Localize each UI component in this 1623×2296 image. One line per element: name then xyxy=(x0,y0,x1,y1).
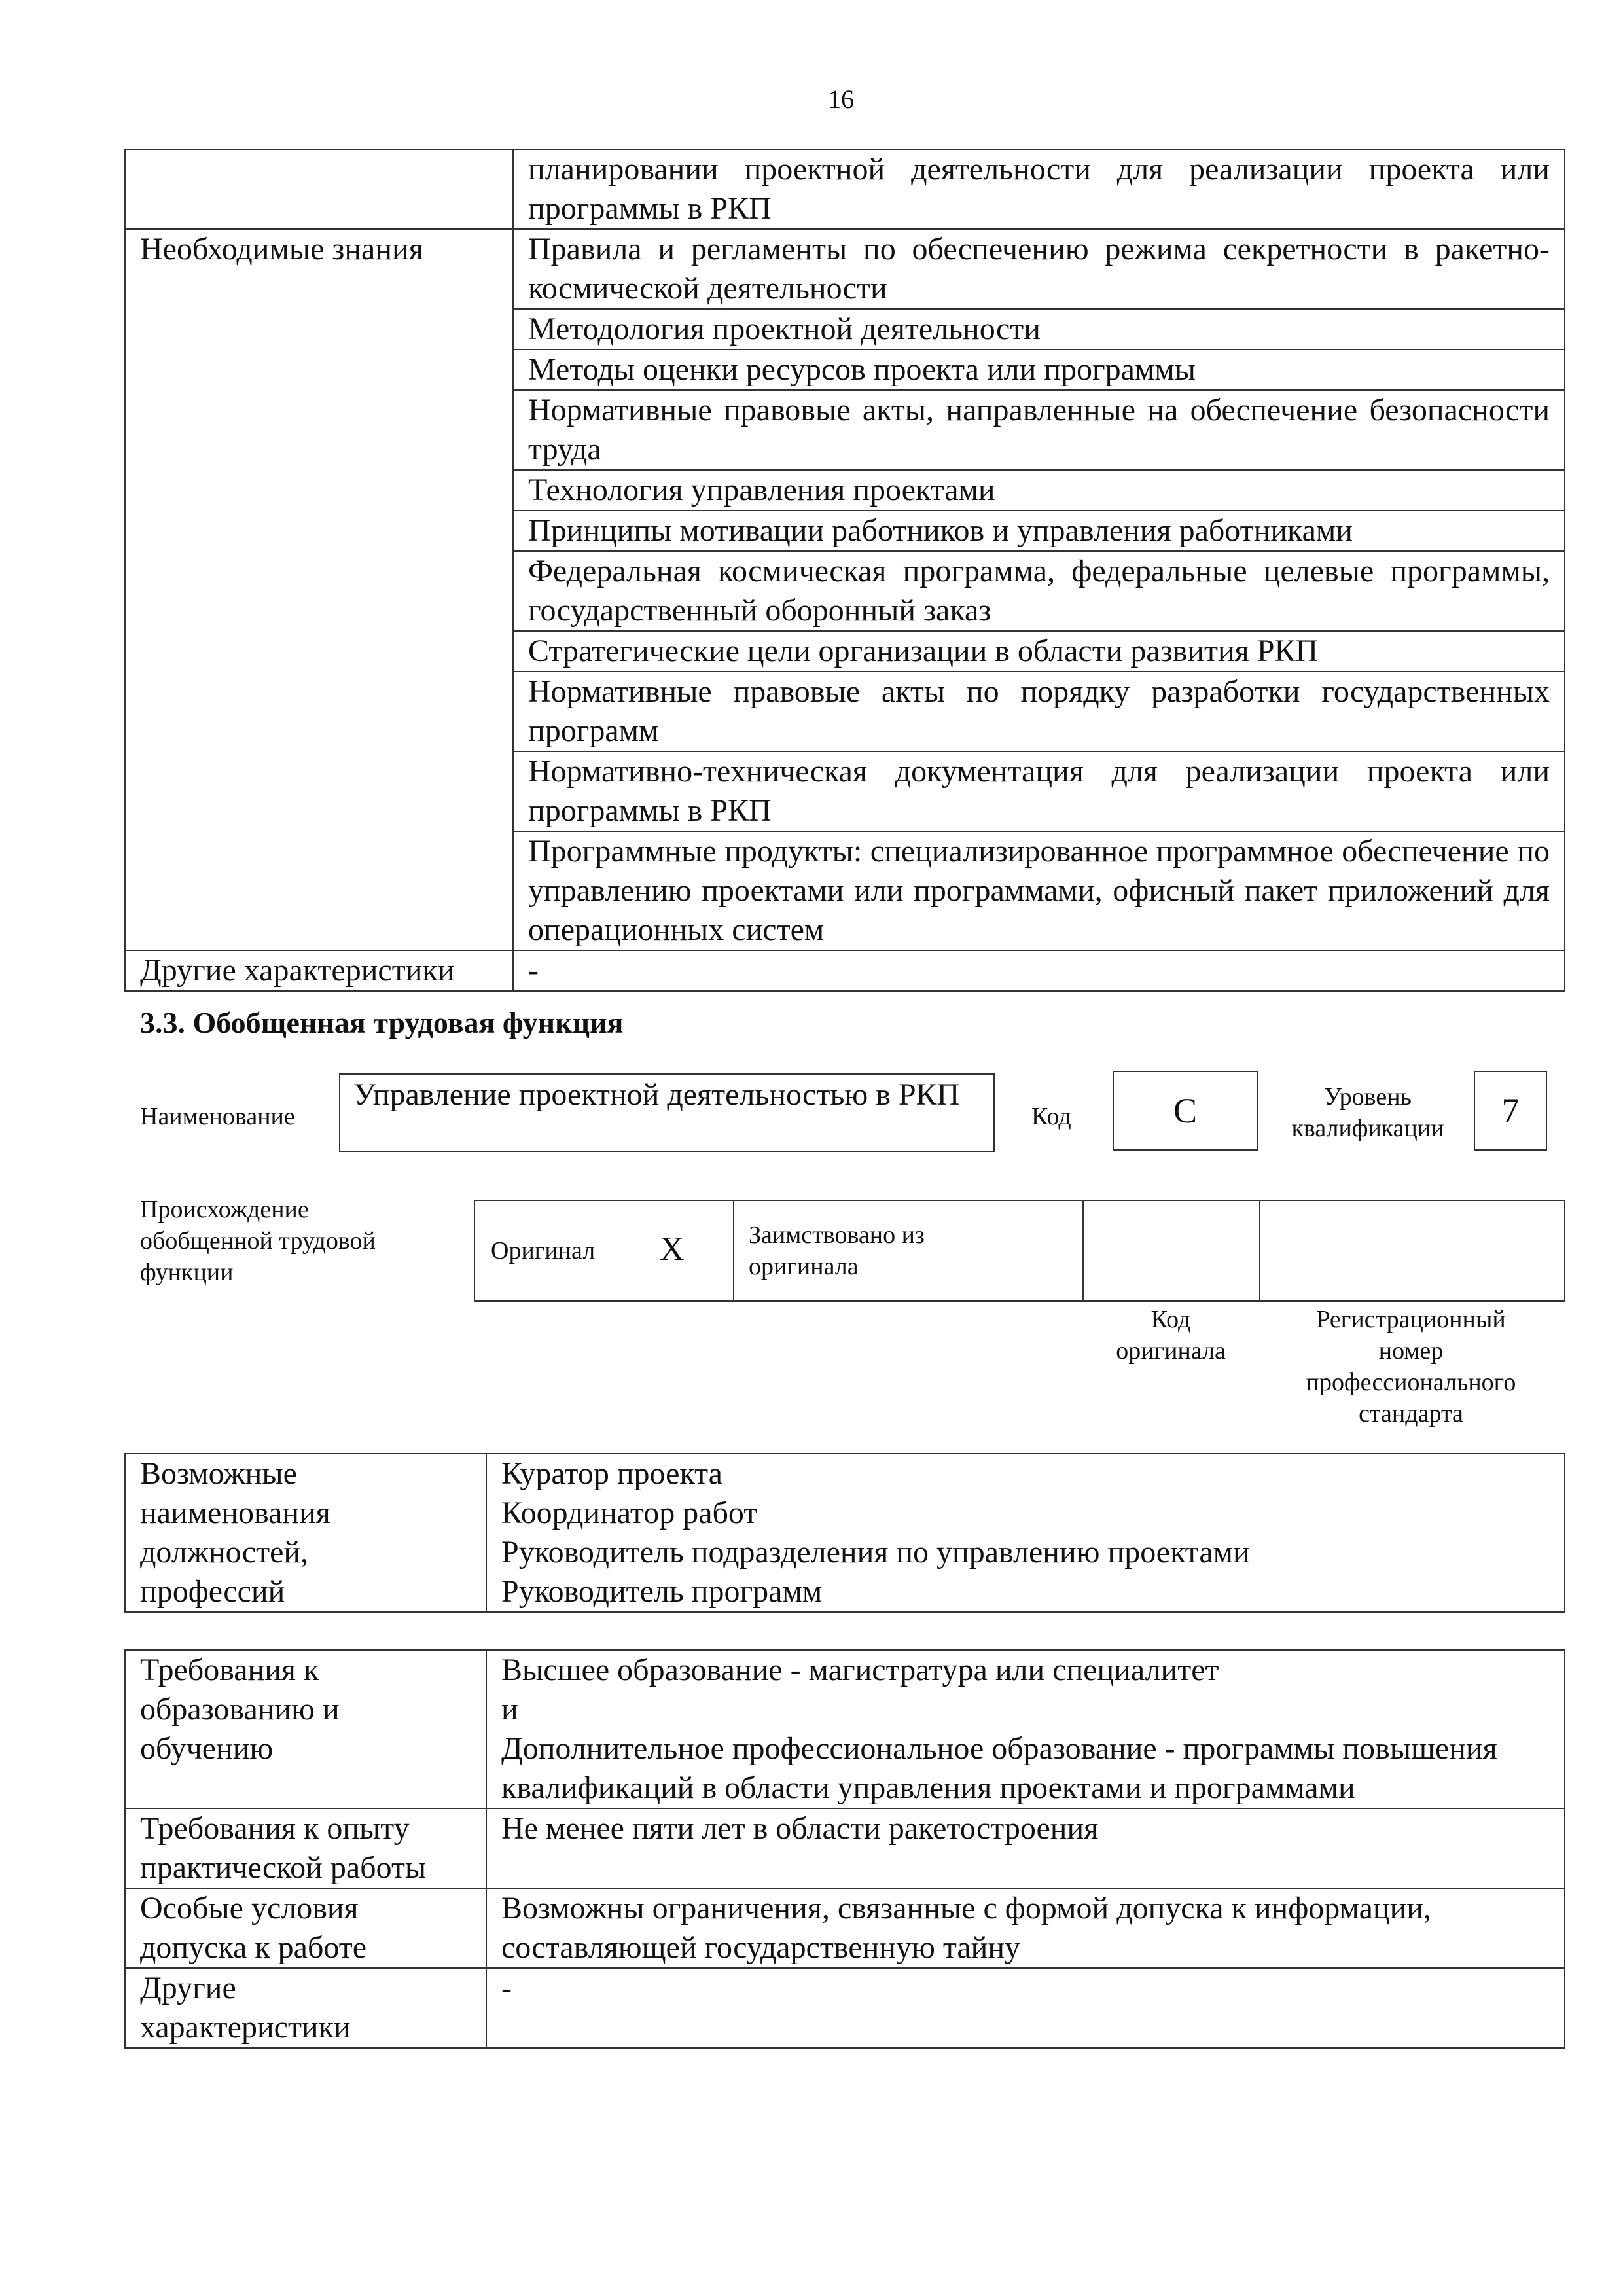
section-title: 3.3. Обобщенная трудовая функция xyxy=(140,1006,624,1039)
origin-label-line1: Происхождение xyxy=(140,1196,309,1223)
row-label xyxy=(125,149,513,229)
table-row xyxy=(125,1968,1565,2048)
code-label: Код xyxy=(1031,1103,1071,1130)
position-item: Руководитель подразделения по управлению проектами xyxy=(501,1535,1250,1570)
other-value xyxy=(486,1968,1565,2048)
knowledge-item: Нормативные правовые акты по порядку разработки государственных программ xyxy=(513,672,1565,751)
borrowed-label-line1: Заимствовано из xyxy=(749,1221,925,1249)
positions-label-line: профессий xyxy=(140,1574,285,1609)
knowledge-item: Методология проектной деятельности xyxy=(513,309,1565,350)
original-code-cell xyxy=(1084,1201,1260,1300)
function-name-box xyxy=(339,1073,995,1152)
value-line: Возможны ограничения, связанные с формой допуска к информации, составляющей государственную тайну xyxy=(501,1891,1431,1965)
positions-table xyxy=(124,1453,1565,1613)
label-line: Требования к xyxy=(140,1653,319,1687)
positions-label-line: наименования xyxy=(140,1496,330,1530)
table-row xyxy=(125,1808,1565,1888)
table-row xyxy=(125,229,1565,309)
knowledge-item: Нормативные правовые акты, направленные на обеспечение безопасности труда xyxy=(513,390,1565,470)
origin-table xyxy=(474,1200,1565,1302)
table-row xyxy=(125,950,1565,991)
experience-value xyxy=(486,1808,1565,1888)
admission-value xyxy=(486,1888,1565,1968)
value-line: Дополнительное профессиональное образование - программы повышения квалификаций в области управления проектами и программами xyxy=(501,1731,1497,1805)
original-label: Оригинал xyxy=(491,1237,596,1265)
origin-label-line2: обобщенной трудовой xyxy=(140,1227,376,1255)
value-line: - xyxy=(501,1971,512,2005)
code-box xyxy=(1113,1071,1258,1151)
label-line: Другие xyxy=(140,1971,236,2005)
admission-label xyxy=(125,1888,486,1968)
page-number: 16 xyxy=(828,84,854,114)
name-label: Наименование xyxy=(140,1103,295,1130)
qualification-level-label xyxy=(1279,1081,1456,1144)
label-line: Требования к опыту xyxy=(140,1811,410,1846)
positions-label xyxy=(125,1454,486,1612)
label-line: характеристики xyxy=(140,2010,351,2045)
knowledge-item: Методы оценки ресурсов проекта или программы xyxy=(513,350,1565,390)
knowledge-item: Федеральная космическая программа, федеральные целевые программы, государственный оборонный заказ xyxy=(513,551,1565,631)
function-name-value: Управление проектной деятельностью в РКП xyxy=(353,1077,960,1112)
origin-label-line3: функции xyxy=(140,1259,234,1286)
position-item: Руководитель программ xyxy=(501,1574,823,1609)
registration-number-cell xyxy=(1260,1201,1564,1300)
knowledge-item: Технология управления проектами xyxy=(513,470,1565,511)
table-row xyxy=(125,149,1565,229)
borrowed-label-line2: оригинала xyxy=(749,1253,859,1280)
label-line: образованию и xyxy=(140,1692,340,1727)
education-value xyxy=(486,1650,1565,1808)
code-original-line2: оригинала xyxy=(1116,1337,1226,1365)
position-item: Куратор проекта xyxy=(501,1456,722,1491)
code-original-line1: Код xyxy=(1150,1306,1191,1333)
value-line: и xyxy=(501,1692,518,1727)
origin-label xyxy=(140,1194,376,1288)
row-value-other: - xyxy=(513,950,1565,991)
row-label-knowledge: Необходимые знания xyxy=(125,229,513,950)
position-item: Координатор работ xyxy=(501,1496,758,1530)
knowledge-item: Программные продукты: специализированное программное обеспечение по управлению проектами или программами, офисный пакет приложений для операционных систем xyxy=(513,831,1565,950)
code-original-caption xyxy=(1082,1304,1259,1367)
table-row xyxy=(125,1454,1565,1612)
reg-number-line1: Регистрационный xyxy=(1316,1306,1506,1333)
experience-label xyxy=(125,1808,486,1888)
requirements-table xyxy=(124,1649,1565,2049)
label-line: обучению xyxy=(140,1731,274,1766)
original-mark: Х xyxy=(660,1230,685,1268)
level-box xyxy=(1474,1071,1547,1151)
original-cell xyxy=(475,1201,734,1300)
positions-label-line: Возможные xyxy=(140,1456,297,1491)
table-row xyxy=(125,1650,1565,1808)
reg-number-line4: стандарта xyxy=(1359,1400,1463,1427)
positions-label-line: должностей, xyxy=(140,1535,309,1570)
borrowed-cell xyxy=(734,1201,1084,1300)
label-line: Особые условия xyxy=(140,1891,359,1926)
knowledge-item: Нормативно-техническая документация для реализации проекта или программы в РКП xyxy=(513,751,1565,831)
value-line: Высшее образование - магистратура или специалитет xyxy=(501,1653,1219,1687)
table-row xyxy=(125,1888,1565,1968)
registration-number-caption xyxy=(1259,1304,1563,1429)
label-line: допуска к работе xyxy=(140,1930,367,1965)
knowledge-item: Правила и регламенты по обеспечению режима секретности в ракетно-космической деятельности xyxy=(513,229,1565,309)
other-label xyxy=(125,1968,486,2048)
level-label-line2: квалификации xyxy=(1291,1115,1444,1142)
reg-number-line3: профессионального xyxy=(1306,1369,1516,1396)
knowledge-item: Стратегические цели организации в области развития РКП xyxy=(513,631,1565,672)
reg-number-line2: номер xyxy=(1378,1337,1444,1365)
label-line: практической работы xyxy=(140,1850,427,1885)
level-value: 7 xyxy=(1501,1091,1520,1130)
positions-list xyxy=(486,1454,1565,1612)
knowledge-table xyxy=(124,149,1565,992)
code-value: С xyxy=(1173,1091,1198,1130)
knowledge-item: Принципы мотивации работников и управления работниками xyxy=(513,511,1565,551)
row-value: планировании проектной деятельности для реализации проекта или программы в РКП xyxy=(513,149,1565,229)
level-label-line1: Уровень xyxy=(1324,1083,1412,1111)
value-line: Не менее пяти лет в области ракетостроения xyxy=(501,1811,1099,1846)
education-label xyxy=(125,1650,486,1808)
row-label-other: Другие характеристики xyxy=(125,950,513,991)
